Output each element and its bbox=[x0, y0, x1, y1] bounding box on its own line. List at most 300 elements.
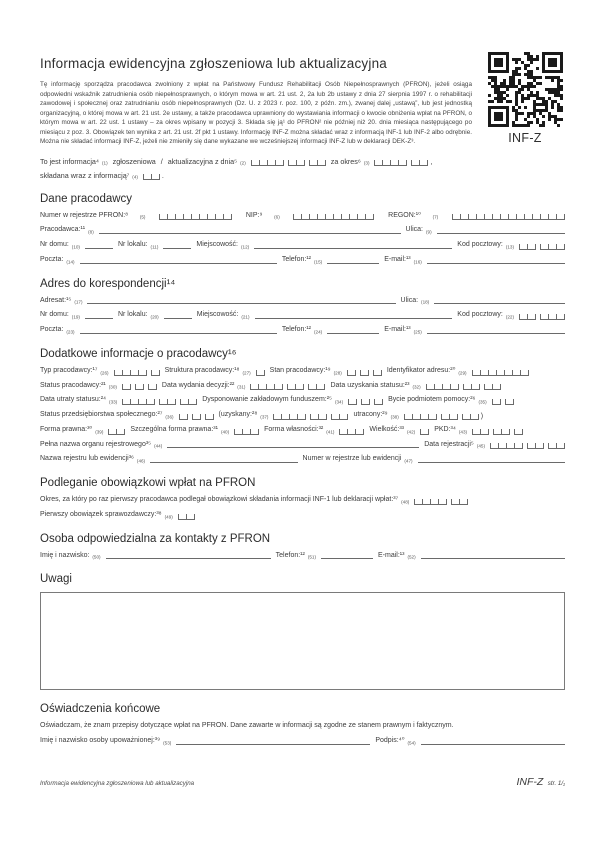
comb-cell bbox=[275, 384, 283, 390]
field-position: (53) bbox=[163, 740, 172, 746]
comb-group bbox=[527, 443, 544, 449]
section-note: Oświadczam, że znam przepisy dotyczące wpłat na PFRON. Dane zawarte w informacji są zgodne ze stanem prawnym i faktycznym. bbox=[40, 722, 454, 730]
comb-cell bbox=[540, 314, 549, 320]
field-position: (40) bbox=[220, 429, 230, 435]
remarks-box[interactable] bbox=[40, 592, 565, 690]
field-position: (4) bbox=[132, 174, 138, 180]
field-label: Telefon:¹² bbox=[281, 326, 312, 334]
comb-cell bbox=[310, 414, 319, 420]
comb-cell bbox=[557, 314, 565, 320]
comb-field[interactable] bbox=[404, 414, 479, 420]
comb-field[interactable] bbox=[348, 399, 383, 405]
comb-cell bbox=[148, 384, 157, 390]
field-label: składana wraz z informacją⁷ bbox=[40, 170, 130, 180]
comb-group bbox=[426, 384, 459, 390]
form-row bbox=[40, 226, 565, 235]
comb-group bbox=[411, 160, 428, 166]
field-label: Typ pracodawcy:¹⁷ bbox=[40, 366, 98, 374]
field-label: Szczególna forma prawna:³¹ bbox=[130, 425, 218, 433]
comb-cell bbox=[139, 370, 147, 376]
comb-cell bbox=[251, 160, 260, 166]
comb-field[interactable] bbox=[472, 370, 529, 376]
field-label: Adresat:¹⁵ bbox=[40, 296, 72, 304]
field-position: (35) bbox=[478, 399, 487, 405]
comb-cell bbox=[472, 384, 480, 390]
comb-field[interactable] bbox=[420, 429, 429, 435]
comb-cell bbox=[251, 429, 259, 435]
section-heading-osoba-kontaktowa: Osoba odpowiedzialna za kontakty z PFRON bbox=[40, 532, 271, 545]
comb-group bbox=[114, 370, 147, 376]
comb-cell bbox=[152, 174, 160, 180]
input-line[interactable] bbox=[421, 556, 565, 559]
form-row bbox=[40, 411, 565, 420]
input-line[interactable] bbox=[150, 460, 297, 463]
field-position: (39) bbox=[95, 429, 104, 435]
comb-cell bbox=[451, 384, 459, 390]
comb-cell bbox=[497, 370, 505, 376]
comb-cell bbox=[536, 443, 544, 449]
form-row bbox=[40, 441, 565, 450]
field-label: Kod pocztowy: bbox=[457, 241, 503, 249]
comb-field[interactable] bbox=[250, 384, 325, 390]
field-position: (30) bbox=[108, 384, 117, 390]
field-label: Pełna nazwa organu rejestrowego³⁵ bbox=[40, 440, 152, 448]
comb-field[interactable] bbox=[122, 384, 157, 390]
comb-cell bbox=[541, 214, 549, 220]
comb-field[interactable] bbox=[179, 414, 214, 420]
comb-cell bbox=[472, 429, 481, 435]
field-position: (7) bbox=[432, 214, 439, 220]
comb-cell bbox=[509, 214, 517, 220]
comb-group bbox=[492, 399, 501, 405]
comb-cell bbox=[481, 429, 489, 435]
input-line[interactable] bbox=[427, 261, 565, 264]
field-position: (37) bbox=[260, 414, 269, 420]
comb-cell bbox=[549, 244, 557, 250]
field-position: (1) bbox=[102, 160, 108, 166]
form-row bbox=[40, 552, 565, 561]
comb-group bbox=[451, 499, 468, 505]
input-line[interactable] bbox=[327, 331, 379, 334]
field-label: Miejscowość: bbox=[196, 241, 238, 249]
comb-field[interactable] bbox=[414, 499, 468, 505]
field-position: (52) bbox=[407, 554, 416, 560]
comb-cell bbox=[260, 160, 268, 166]
field-label: Stan pracodawcy:¹⁹ bbox=[269, 366, 331, 374]
comb-cell bbox=[462, 414, 471, 420]
form-row bbox=[40, 157, 565, 166]
comb-cell bbox=[548, 443, 557, 449]
comb-cell bbox=[288, 160, 297, 166]
comb-cell bbox=[549, 214, 557, 220]
comb-group bbox=[192, 414, 201, 420]
comb-cell bbox=[318, 160, 326, 166]
footer-doc-code: INF-Z bbox=[516, 776, 544, 788]
comb-cell bbox=[557, 214, 565, 220]
field-position: (26) bbox=[100, 370, 109, 376]
field-position: (20) bbox=[150, 314, 159, 320]
comb-field[interactable] bbox=[519, 244, 565, 250]
comb-group bbox=[148, 384, 157, 390]
input-line[interactable] bbox=[167, 445, 419, 448]
field-position: (50) bbox=[92, 554, 101, 560]
comb-cell bbox=[117, 429, 125, 435]
field-position: (8) bbox=[88, 229, 94, 235]
comb-cell bbox=[451, 499, 460, 505]
comb-group bbox=[293, 214, 374, 220]
qr-code bbox=[483, 52, 567, 127]
comb-cell bbox=[131, 399, 139, 405]
section-heading-dane-pracodawcy: Dane pracodawcy bbox=[40, 192, 133, 205]
comb-group bbox=[519, 314, 536, 320]
field-position: (46) bbox=[136, 458, 146, 464]
comb-cell bbox=[414, 499, 423, 505]
field-label: REGON:¹⁰ bbox=[388, 211, 421, 219]
input-line[interactable] bbox=[85, 246, 113, 249]
input-line[interactable] bbox=[427, 331, 565, 334]
field-position: (49) bbox=[164, 514, 173, 520]
comb-field[interactable] bbox=[159, 214, 232, 220]
comb-cell bbox=[431, 499, 439, 505]
comb-cell bbox=[361, 399, 370, 405]
comb-cell bbox=[309, 160, 318, 166]
section-podleganie-wplat bbox=[40, 477, 565, 520]
comb-group bbox=[484, 384, 501, 390]
comb-cell bbox=[507, 443, 515, 449]
field-position: (11) bbox=[150, 244, 159, 250]
field-label: aktualizacyjna z dnia⁵ bbox=[167, 156, 238, 166]
comb-group bbox=[122, 399, 155, 405]
static-text: ) bbox=[480, 412, 484, 420]
comb-group bbox=[361, 399, 370, 405]
comb-cell bbox=[293, 214, 302, 220]
input-line[interactable] bbox=[176, 742, 370, 745]
field-position: (27) bbox=[242, 370, 251, 376]
field-label: Data uzyskania statusu:²³ bbox=[330, 381, 410, 389]
field-position: (25) bbox=[413, 329, 422, 335]
section-heading-uwagi: Uwagi bbox=[40, 573, 72, 586]
section-heading-podleganie-wplat: Podleganie obowiązkowi wpłat na PFRON bbox=[40, 477, 256, 490]
input-line[interactable] bbox=[254, 246, 452, 249]
field-position: (32) bbox=[412, 384, 421, 390]
comb-field[interactable] bbox=[256, 370, 265, 376]
comb-cell bbox=[485, 214, 493, 220]
comb-group bbox=[490, 443, 523, 449]
comb-cell bbox=[514, 429, 523, 435]
comb-group bbox=[256, 370, 265, 376]
comb-cell bbox=[502, 429, 510, 435]
field-label: Poczta: bbox=[40, 326, 64, 334]
field-label: Ulica: bbox=[400, 296, 419, 304]
input-line[interactable] bbox=[99, 231, 401, 234]
field-position: (2) bbox=[240, 160, 246, 166]
comb-cell bbox=[176, 214, 184, 220]
comb-cell bbox=[123, 370, 131, 376]
comb-cell bbox=[426, 384, 435, 390]
field-position: (14) bbox=[66, 259, 75, 265]
comb-cell bbox=[517, 214, 525, 220]
form-row bbox=[40, 326, 565, 335]
comb-cell bbox=[383, 160, 391, 166]
input-line[interactable] bbox=[87, 301, 395, 304]
comb-cell bbox=[310, 214, 318, 220]
field-label: Wielkość:³³ bbox=[369, 425, 405, 433]
comb-field[interactable] bbox=[114, 370, 160, 376]
field-label: Nr domu: bbox=[40, 311, 69, 319]
comb-cell bbox=[273, 414, 282, 420]
comb-group bbox=[420, 429, 429, 435]
comb-field[interactable] bbox=[472, 429, 523, 435]
comb-cell bbox=[192, 214, 200, 220]
field-label: Status pracodawcy:²¹ bbox=[40, 381, 106, 389]
field-position: (47) bbox=[404, 458, 413, 464]
field-label: Miejscowość: bbox=[196, 311, 239, 319]
comb-field[interactable] bbox=[374, 160, 428, 166]
comb-group bbox=[178, 514, 195, 520]
comb-cell bbox=[493, 429, 502, 435]
field-position: (54) bbox=[407, 740, 416, 746]
comb-cell bbox=[519, 314, 528, 320]
comb-cell bbox=[505, 399, 514, 405]
field-label: Telefon:¹² bbox=[275, 551, 305, 559]
comb-cell bbox=[256, 370, 265, 376]
input-line[interactable] bbox=[85, 316, 113, 319]
comb-group bbox=[472, 370, 529, 376]
comb-cell bbox=[557, 443, 565, 449]
comb-field[interactable] bbox=[492, 399, 514, 405]
field-label: Nazwa rejestru lub ewidencji³⁶ bbox=[40, 455, 134, 463]
input-line[interactable] bbox=[421, 742, 565, 745]
section-dane-pracodawcy bbox=[40, 193, 565, 265]
field-label: Bycie podmiotem pomocy:²⁶ bbox=[388, 396, 476, 404]
field-label: Poczta: bbox=[40, 255, 64, 263]
comb-cell bbox=[391, 160, 399, 166]
comb-group bbox=[288, 160, 305, 166]
form-row bbox=[40, 241, 565, 250]
field-label: E-mail:¹³ bbox=[378, 551, 405, 559]
comb-group bbox=[135, 384, 144, 390]
field-label: Forma własności:³² bbox=[264, 425, 324, 433]
comb-cell bbox=[339, 429, 348, 435]
comb-cell bbox=[180, 399, 189, 405]
comb-group bbox=[310, 414, 327, 420]
field-position: (48) bbox=[401, 499, 410, 505]
input-line[interactable] bbox=[80, 261, 277, 264]
comb-cell bbox=[460, 499, 468, 505]
comb-cell bbox=[342, 214, 350, 220]
comb-cell bbox=[421, 414, 429, 420]
comb-cell bbox=[358, 214, 366, 220]
form-row bbox=[40, 367, 565, 376]
comb-cell bbox=[302, 214, 310, 220]
input-line[interactable] bbox=[437, 231, 565, 234]
comb-field[interactable] bbox=[347, 370, 382, 376]
comb-cell bbox=[334, 214, 342, 220]
comb-field[interactable] bbox=[293, 214, 374, 220]
comb-group bbox=[360, 370, 369, 376]
comb-cell bbox=[122, 384, 131, 390]
comb-cell bbox=[151, 370, 160, 376]
field-label: Okres, za który po raz pierwszy pracodawca podlegał obowiązkowi składania informacji INF-1 lub deklaracji wpłat:³⁷ bbox=[40, 496, 399, 504]
comb-cell bbox=[276, 160, 284, 166]
comb-group bbox=[452, 214, 565, 220]
qr-block bbox=[483, 52, 567, 145]
comb-group bbox=[309, 160, 326, 166]
comb-group bbox=[374, 399, 383, 405]
static-text: / bbox=[160, 156, 163, 166]
comb-group bbox=[143, 174, 160, 180]
footer-page-number: str. 1/₁ bbox=[547, 780, 565, 787]
comb-cell bbox=[374, 160, 383, 166]
input-line[interactable] bbox=[418, 460, 565, 463]
comb-cell bbox=[450, 414, 458, 420]
comb-field[interactable] bbox=[234, 429, 259, 435]
field-position: (41) bbox=[326, 429, 335, 435]
comb-cell bbox=[420, 429, 429, 435]
comb-cell bbox=[499, 443, 507, 449]
comb-field[interactable] bbox=[178, 514, 195, 520]
comb-cell bbox=[290, 414, 298, 420]
comb-group bbox=[493, 429, 510, 435]
field-label: Telefon:¹² bbox=[281, 255, 312, 263]
comb-cell bbox=[200, 214, 208, 220]
form-row bbox=[40, 737, 565, 746]
comb-field[interactable] bbox=[452, 214, 565, 220]
comb-group bbox=[273, 414, 306, 420]
section-uwagi bbox=[40, 573, 565, 690]
comb-group bbox=[514, 429, 523, 435]
field-position: (22) bbox=[505, 314, 514, 320]
form-body bbox=[40, 157, 565, 747]
field-position: (43) bbox=[458, 429, 468, 435]
comb-group bbox=[374, 160, 407, 166]
comb-cell bbox=[505, 370, 513, 376]
field-label: Struktura pracodawcy:¹⁸ bbox=[164, 366, 240, 374]
input-line[interactable] bbox=[255, 316, 453, 319]
field-label: Identyfikator adresu:²⁰ bbox=[386, 366, 456, 374]
comb-cell bbox=[243, 429, 251, 435]
comb-group bbox=[339, 429, 364, 435]
comb-cell bbox=[205, 414, 214, 420]
comb-cell bbox=[159, 214, 168, 220]
comb-cell bbox=[297, 160, 305, 166]
field-position: (5) bbox=[139, 214, 146, 220]
intro-paragraph: Tę informację sporządza pracodawca zwolniony z wpłat na Państwowy Fundusz Rehabilitacji Osób Niepełnosprawnych (PFRON), jeżeli osiąga odpowiedni wskaźnik zatrudnienia osób niepełnosprawnych, o którym mowa w art. 21 ust. 2, 2a lub 2b ustawy z dnia 27 sierpnia 1997 r. o rehabilitacji zawodowej i społecznej oraz zatrudnianiu osób niepełnosprawnych (Dz. U. z 2023 r. poz. 100, z późn. zm.), zwanej dalej „ustawą”, lub jest jednostką organizacyjną, o której mowa w art. 21 ust. 2e ustawy, a także pracodawca uprawniony do wystawiania informacji o kwocie obniżenia wpłat na PFRON, o którym mowa w art. 22 ust. 1 ustawy – za okres wpisany w pozycji 3. Składa się ją¹ do PFRON² nie później niż 20. dnia miesiąca następującego po miesiącu z poz. 3. Obowiązek ten wynika z art. 21 ust. 2f pkt 1 ustawy. Informację INF-Z można składać wraz z informacją INF-1 lub INF-2 albo odrębnie. Można nie składać informacji INF-Z, jeżeli nie zmieniły się dane wykazane we wcześniejszej informacji INF-Z lub w deklaracji DEK-Z³. bbox=[40, 81, 472, 146]
comb-cell bbox=[413, 414, 421, 420]
comb-group bbox=[179, 414, 188, 420]
field-position: (51) bbox=[307, 554, 317, 560]
comb-group bbox=[122, 384, 131, 390]
field-position: (45) bbox=[476, 443, 485, 449]
comb-cell bbox=[308, 384, 317, 390]
comb-cell bbox=[268, 160, 276, 166]
comb-field[interactable] bbox=[339, 429, 364, 435]
comb-cell bbox=[317, 384, 325, 390]
comb-group bbox=[540, 244, 565, 250]
comb-cell bbox=[187, 514, 195, 520]
comb-field[interactable] bbox=[251, 160, 326, 166]
field-position: (18) bbox=[421, 299, 430, 305]
field-label: Data wydania decyzji:²² bbox=[161, 381, 235, 389]
comb-group bbox=[347, 370, 356, 376]
field-label: Ulica: bbox=[405, 226, 424, 234]
field-position: (24) bbox=[314, 329, 323, 335]
comb-group bbox=[205, 414, 214, 420]
comb-field[interactable] bbox=[426, 384, 501, 390]
comb-group bbox=[151, 370, 160, 376]
comb-cell bbox=[443, 384, 451, 390]
input-line[interactable] bbox=[106, 556, 271, 559]
comb-group bbox=[287, 384, 304, 390]
comb-cell bbox=[540, 244, 549, 250]
comb-cell bbox=[527, 443, 536, 449]
field-label: (uzyskany:²⁸ bbox=[218, 411, 258, 419]
comb-cell bbox=[348, 399, 357, 405]
input-line[interactable] bbox=[80, 331, 277, 334]
field-position: (21) bbox=[241, 314, 250, 320]
comb-cell bbox=[472, 370, 481, 376]
comb-field[interactable] bbox=[519, 314, 565, 320]
qr-form-code-label: INF-Z bbox=[508, 131, 542, 145]
form-row bbox=[40, 455, 565, 464]
field-position: (6) bbox=[274, 214, 280, 220]
comb-cell bbox=[533, 214, 541, 220]
comb-group bbox=[373, 370, 382, 376]
comb-field[interactable] bbox=[273, 414, 348, 420]
comb-cell bbox=[404, 414, 413, 420]
input-line[interactable] bbox=[434, 301, 565, 304]
comb-cell bbox=[287, 384, 296, 390]
comb-field[interactable] bbox=[143, 174, 160, 180]
field-position: (12) bbox=[241, 244, 250, 250]
comb-group bbox=[108, 429, 125, 435]
comb-cell bbox=[159, 399, 168, 405]
field-position: (29) bbox=[458, 370, 467, 376]
comb-field[interactable] bbox=[108, 429, 125, 435]
comb-cell bbox=[139, 399, 147, 405]
field-label: PKD:³⁴ bbox=[434, 425, 456, 433]
comb-cell bbox=[168, 214, 176, 220]
input-line[interactable] bbox=[164, 316, 192, 319]
field-position: (28) bbox=[333, 370, 342, 376]
comb-cell bbox=[267, 384, 275, 390]
comb-cell bbox=[492, 399, 501, 405]
comb-group bbox=[180, 399, 197, 405]
comb-field[interactable] bbox=[122, 399, 197, 405]
field-position: (23) bbox=[66, 329, 75, 335]
field-label: Podpis:⁴⁰ bbox=[375, 737, 405, 745]
comb-group bbox=[159, 399, 176, 405]
field-position: (33) bbox=[109, 399, 118, 405]
comb-cell bbox=[179, 414, 188, 420]
comb-cell bbox=[521, 370, 529, 376]
input-line[interactable] bbox=[321, 556, 373, 559]
field-position: (15) bbox=[314, 259, 323, 265]
comb-group bbox=[414, 499, 447, 505]
comb-cell bbox=[493, 214, 501, 220]
footer-form-name: Informacja ewidencyjna zgłoszeniowa lub aktualizacyjna bbox=[40, 780, 195, 787]
comb-group bbox=[463, 384, 480, 390]
comb-group bbox=[159, 214, 232, 220]
comb-field[interactable] bbox=[490, 443, 565, 449]
comb-cell bbox=[250, 384, 259, 390]
form-row bbox=[40, 212, 565, 221]
input-line[interactable] bbox=[163, 246, 191, 249]
input-line[interactable] bbox=[327, 261, 379, 264]
field-label: E-mail:¹³ bbox=[384, 255, 411, 263]
form-row bbox=[40, 311, 565, 320]
comb-cell bbox=[356, 429, 364, 435]
